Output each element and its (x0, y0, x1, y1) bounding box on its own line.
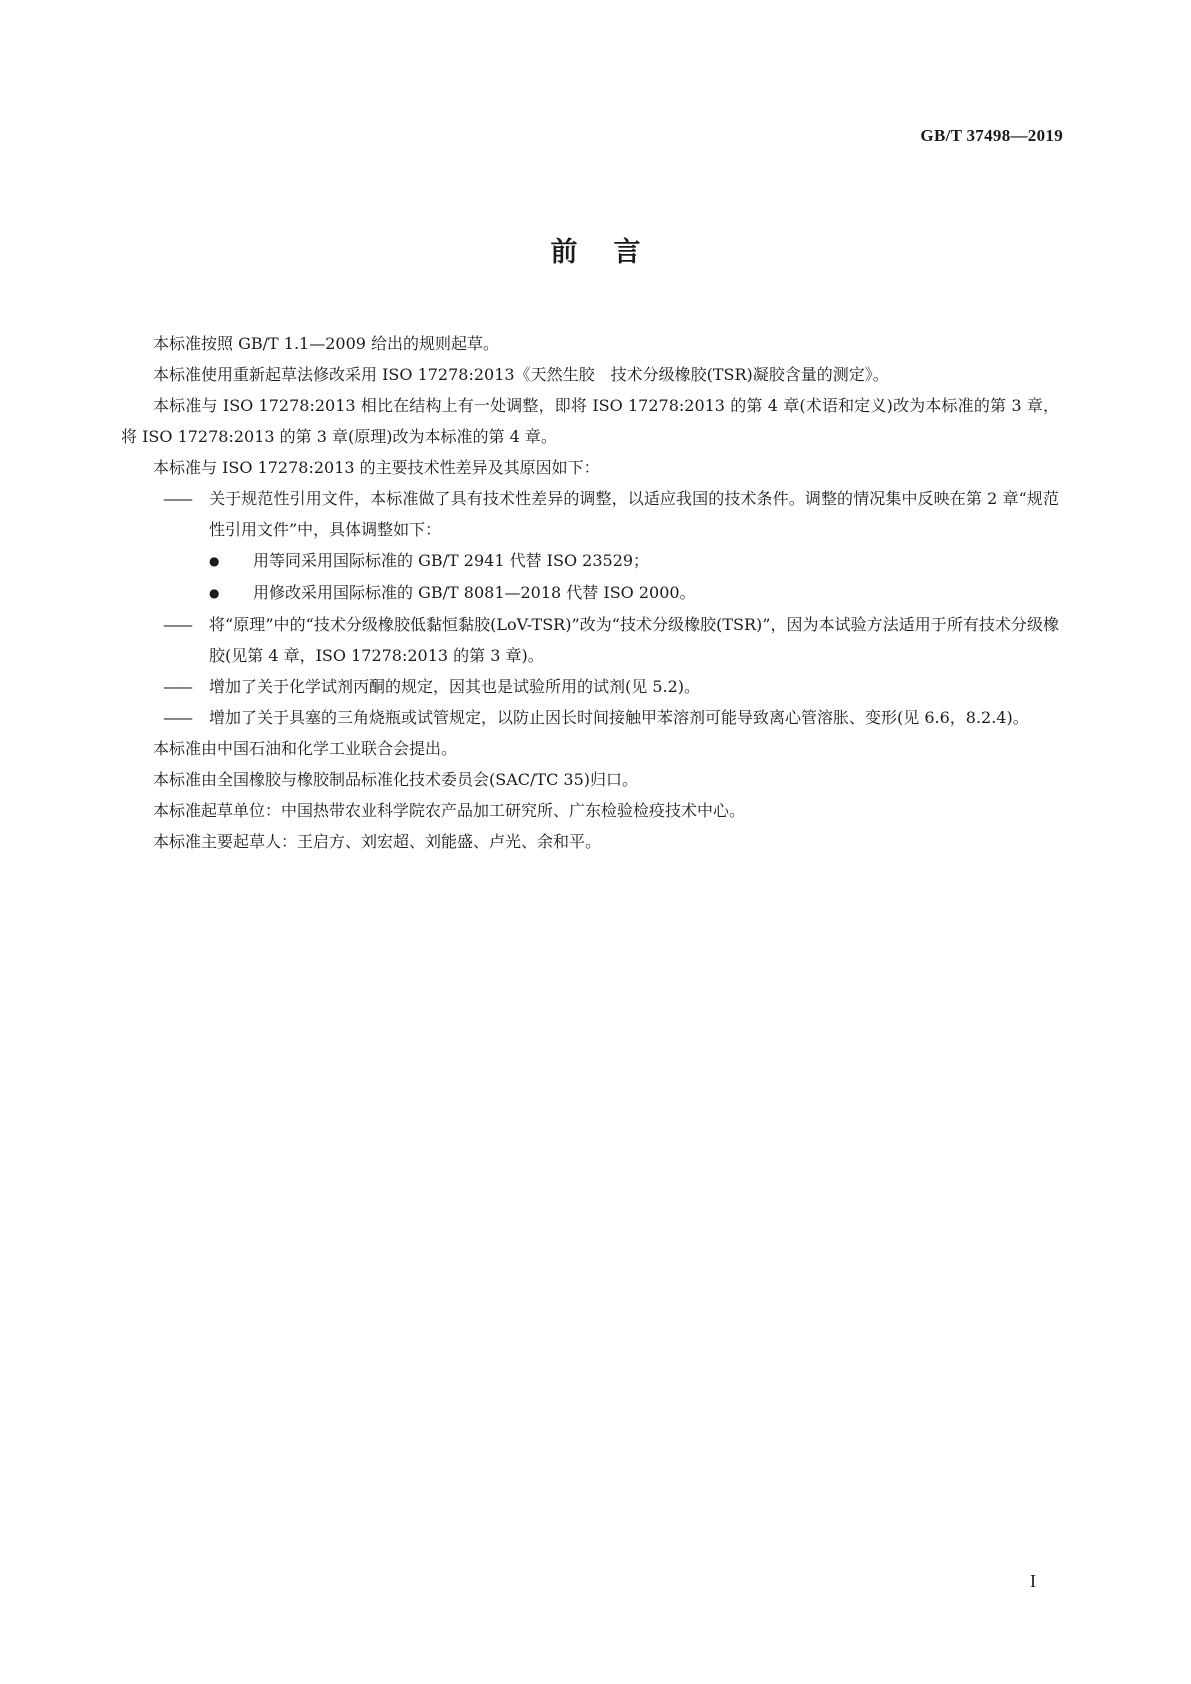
difference-text: 将“原理”中的“技术分级橡胶低黏恒黏胶(LoV-TSR)”改为“技术分级橡胶(TSR)”，因为本试验方法适用于所有技术分级橡胶(见第 4 章，ISO 17278:2013 的第 3 章)。 (209, 615, 1059, 665)
bullet-dot-icon: ● (209, 554, 220, 568)
difference-text: 增加了关于化学试剂丙酮的规定，因其也是试验所用的试剂(见 5.2)。 (209, 677, 701, 696)
paragraph-adoption: 本标准使用重新起草法修改采用 ISO 17278:2013《天然生胶 技术分级橡胶(TSR)凝胶含量的测定》。 (153, 365, 889, 384)
difference-item-principle (121, 609, 1059, 671)
difference-text: 增加了关于具塞的三角烧瓶或试管规定，以防止因长时间接触甲苯溶剂可能导致离心管溶胀、变形(见 6.6，8.2.4)。 (209, 708, 1029, 727)
paragraph-proposer: 本标准由中国石油和化学工业联合会提出。 (153, 739, 458, 758)
bullet-item (121, 577, 1059, 609)
page-title: 前言 (550, 237, 677, 268)
foreword-body (121, 328, 1059, 857)
dash-mark: —— (163, 489, 191, 508)
dash-mark: —— (163, 708, 191, 727)
dash-mark: —— (163, 615, 191, 634)
difference-item-acetone (121, 671, 1059, 702)
paragraph-drafting-units: 本标准起草单位：中国热带农业科学院农产品加工研究所、广东检验检疫技术中心。 (153, 801, 746, 820)
bullet-text: 用修改采用国际标准的 GB/T 8081—2018 代替 ISO 2000。 (253, 583, 696, 602)
difference-item-stoppered-flask (121, 702, 1059, 733)
difference-item-normative-refs (121, 483, 1059, 545)
bullet-item (121, 545, 1059, 577)
paragraph-structure-change: 本标准与 ISO 17278:2013 相比在结构上有一处调整，即将 ISO 17278:2013 的第 4 章(术语和定义)改为本标准的第 3 章，将 ISO 17278:2013 的第 3 章(原理)改为本标准的第 4 章。 (121, 396, 1059, 446)
paragraph-committee: 本标准由全国橡胶与橡胶制品标准化技术委员会(SAC/TC 35)归口。 (153, 770, 638, 789)
paragraph-differences-intro: 本标准与 ISO 17278:2013 的主要技术性差异及其原因如下： (153, 458, 600, 477)
paragraph-drafting-rules: 本标准按照 GB/T 1.1—2009 给出的规则起草。 (153, 334, 500, 353)
standard-number: GB/T 37498—2019 (920, 126, 1063, 145)
dash-mark: —— (163, 677, 191, 696)
page-number: I (1030, 1571, 1036, 1591)
bullet-dot-icon: ● (209, 586, 220, 600)
difference-text: 关于规范性引用文件，本标准做了具有技术性差异的调整，以适应我国的技术条件。调整的情况集中反映在第 2 章“规范性引用文件”中，具体调整如下： (209, 489, 1059, 539)
bullet-text: 用等同采用国际标准的 GB/T 2941 代替 ISO 23529； (253, 551, 650, 570)
paragraph-drafters: 本标准主要起草人：王启方、刘宏超、刘能盛、卢光、余和平。 (153, 832, 602, 851)
